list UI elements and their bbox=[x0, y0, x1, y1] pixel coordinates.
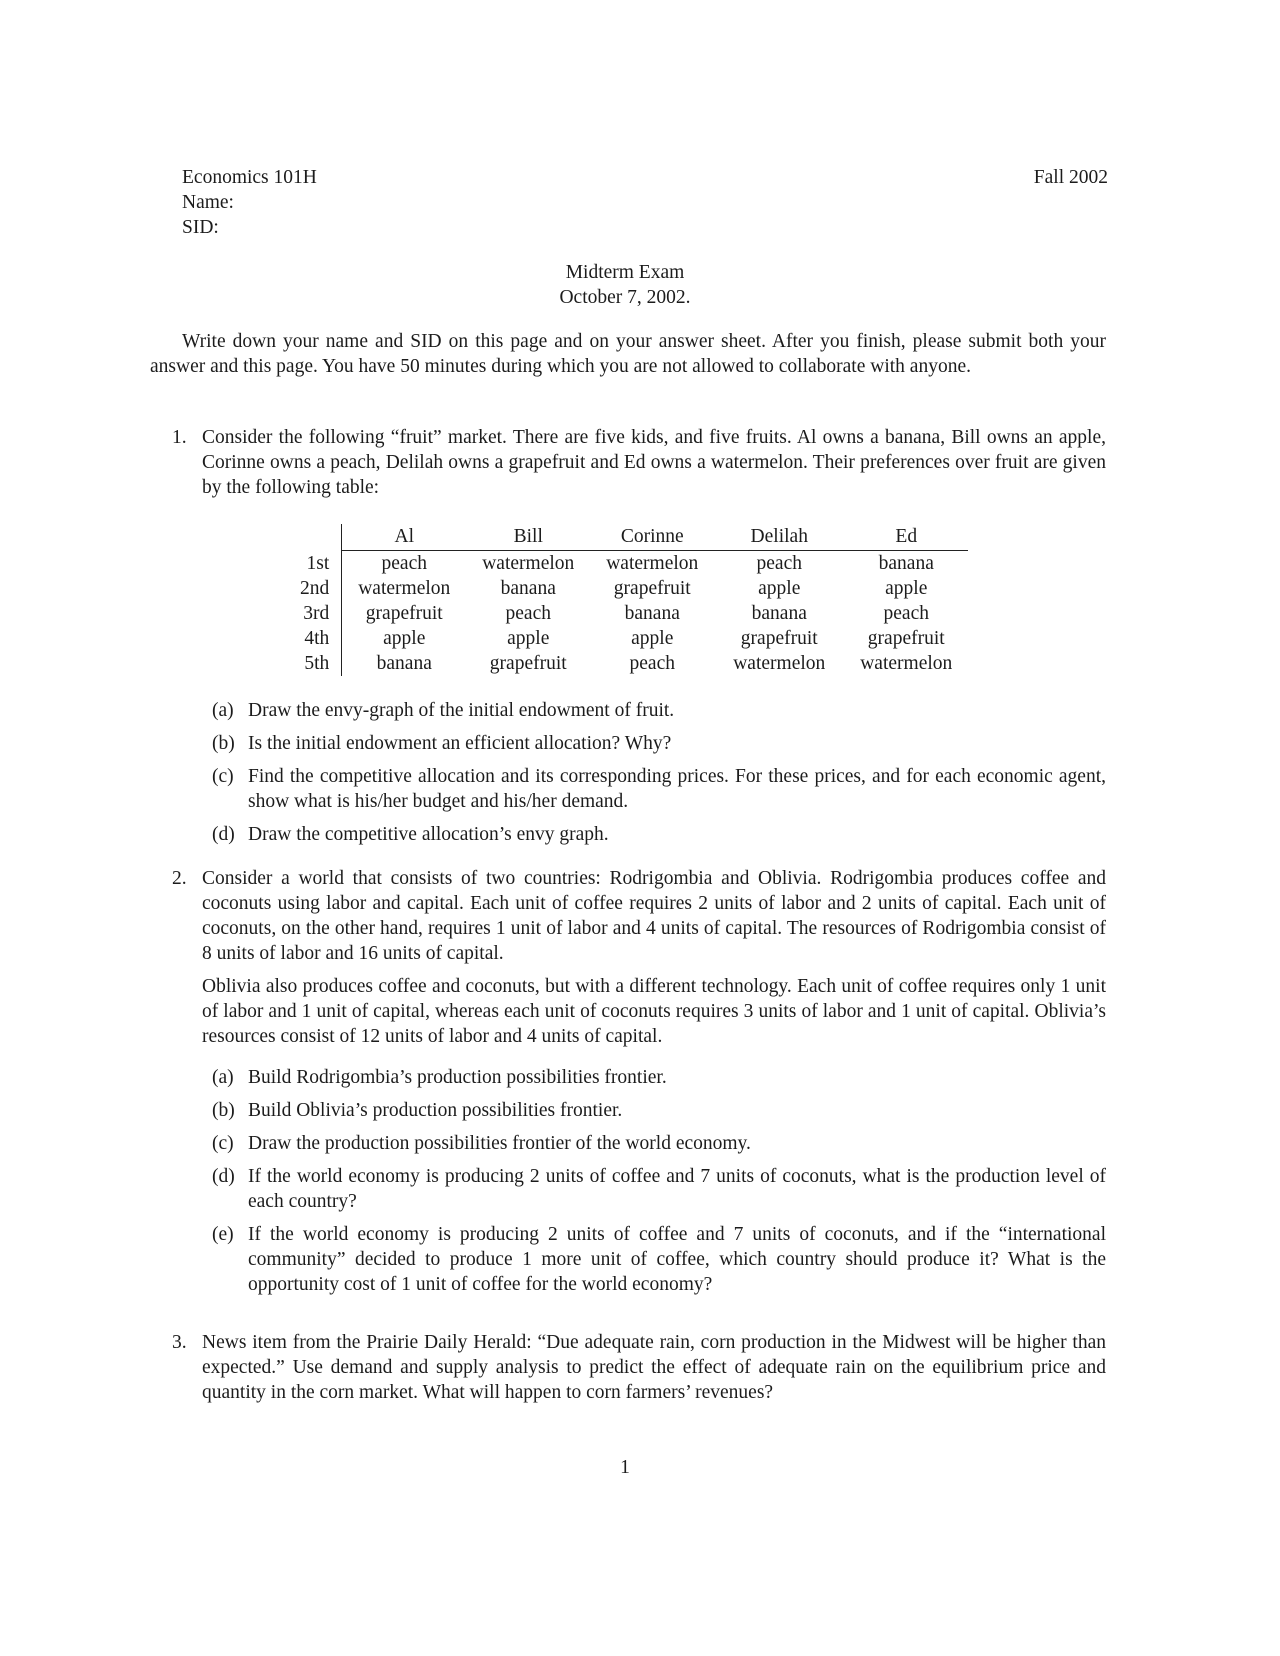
table-cell: grapefruit bbox=[489, 653, 567, 674]
subpart-text: Build Oblivia’s production possibilities frontier. bbox=[248, 1100, 623, 1121]
preferences-table bbox=[300, 524, 968, 676]
subpart-text: If the world economy is producing 2 units of coffee and 7 units of coconuts, what is the production level of each country? bbox=[248, 1166, 1106, 1212]
subpart-label: (c) bbox=[212, 1133, 234, 1154]
table-cell: apple bbox=[885, 578, 928, 599]
table-cell: grapefruit bbox=[365, 603, 443, 624]
term-label: Fall 2002 bbox=[1033, 167, 1108, 188]
table-cell: grapefruit bbox=[740, 628, 818, 649]
table-cell: apple bbox=[507, 628, 550, 649]
exam-title-block bbox=[0, 260, 1250, 310]
table-cell: peach bbox=[505, 603, 551, 624]
subpart-text: Find the competitive allocation and its corresponding prices. For these prices, and for each economic agent, show what is his/her budget and his/her demand. bbox=[248, 766, 1106, 812]
table-corner-cell bbox=[300, 524, 342, 551]
subpart-label: (c) bbox=[212, 766, 234, 787]
question-number: 2. bbox=[172, 868, 187, 889]
table-cell: banana bbox=[878, 553, 934, 574]
table-cell: banana bbox=[751, 603, 807, 624]
question-number: 3. bbox=[172, 1332, 187, 1353]
rank-cell: 1st bbox=[300, 551, 342, 577]
question-1-subparts bbox=[202, 698, 1106, 847]
table-row bbox=[300, 601, 968, 626]
table-row bbox=[300, 576, 968, 601]
table-cell: apple bbox=[383, 628, 426, 649]
subpart-b bbox=[202, 1098, 1106, 1123]
question-number: 1. bbox=[172, 427, 187, 448]
name-label: Name: bbox=[182, 192, 234, 213]
table-cell: banana bbox=[376, 653, 432, 674]
subpart-label: (e) bbox=[212, 1224, 234, 1245]
subpart-label: (a) bbox=[212, 1067, 234, 1088]
question-text: News item from the Prairie Daily Herald: “Due adequate rain, corn production in the Midwest will be higher than expected.” Use demand and supply analysis to predict the effect of adequate rain on the equilibrium price and quantity in the corn market. What will happen to corn farmers’ revenues? bbox=[202, 1332, 1106, 1403]
subpart-c bbox=[202, 764, 1106, 814]
subpart-d bbox=[202, 822, 1106, 847]
table-row bbox=[300, 551, 968, 577]
column-header: Bill bbox=[466, 524, 590, 551]
table-cell: peach bbox=[883, 603, 929, 624]
column-header: Delilah bbox=[714, 524, 844, 551]
subpart-label: (d) bbox=[212, 824, 235, 845]
question-paragraph-1: Consider a world that consists of two countries: Rodrigombia and Oblivia. Rodrigombia produces coffee and coconuts using labor and capital. Each unit of coffee requires 2 units of labor and 2 units of capital. Each unit of coconuts, on the other hand, requires 1 unit of labor and 4 units of capital. The resources of Rodrigombia consist of 8 units of labor and 16 units of capital. bbox=[202, 868, 1106, 964]
question-text: Consider the following “fruit” market. There are five kids, and five fruits. Al owns a banana, Bill owns an apple, Corinne owns a peach, Delilah owns a grapefruit and Ed owns a watermelon. Their preferences over fruit are given by the following table: bbox=[202, 427, 1106, 498]
table-cell: grapefruit bbox=[613, 578, 691, 599]
column-header: Corinne bbox=[590, 524, 714, 551]
column-header: Ed bbox=[844, 524, 968, 551]
table-cell: watermelon bbox=[606, 553, 699, 574]
subpart-b bbox=[202, 731, 1106, 756]
subpart-text: If the world economy is producing 2 units of coffee and 7 units of coconuts, and if the “international community” decided to produce 1 more unit of coffee, which country should produce it? What is the opportunity cost of 1 unit of coffee for the world economy? bbox=[248, 1224, 1106, 1295]
rank-cell: 3rd bbox=[300, 601, 342, 626]
subpart-c bbox=[202, 1131, 1106, 1156]
course-title: Economics 101H bbox=[182, 167, 317, 188]
subpart-label: (b) bbox=[212, 1100, 235, 1121]
subpart-d bbox=[202, 1164, 1106, 1214]
rank-cell: 5th bbox=[300, 651, 342, 676]
table-cell: watermelon bbox=[733, 653, 826, 674]
table-cell: apple bbox=[631, 628, 674, 649]
rank-cell: 2nd bbox=[300, 576, 342, 601]
subpart-label: (a) bbox=[212, 700, 234, 721]
subpart-text: Draw the envy-graph of the initial endowment of fruit. bbox=[248, 700, 675, 721]
table-cell: watermelon bbox=[358, 578, 451, 599]
page-number: 1 bbox=[620, 1457, 630, 1478]
table-cell: watermelon bbox=[860, 653, 953, 674]
subpart-text: Build Rodrigombia’s production possibilities frontier. bbox=[248, 1067, 667, 1088]
question-paragraph-2: Oblivia also produces coffee and coconuts, but with a different technology. Each unit of coffee requires only 1 unit of labor and 1 unit of capital, whereas each unit of coconuts requires 3 units of labor and 1 unit of capital. Oblivia’s resources consist of 12 units of labor and 4 units of capital. bbox=[202, 976, 1106, 1047]
question-2-subparts bbox=[202, 1065, 1106, 1297]
subpart-text: Is the initial endowment an efficient allocation? Why? bbox=[248, 733, 672, 754]
table-header-row bbox=[300, 524, 968, 551]
table-row bbox=[300, 626, 968, 651]
table-cell: peach bbox=[629, 653, 675, 674]
question-2 bbox=[172, 866, 1106, 1049]
exam-title: Midterm Exam bbox=[565, 262, 685, 283]
subpart-text: Draw the competitive allocation’s envy graph. bbox=[248, 824, 609, 845]
question-3 bbox=[172, 1330, 1106, 1405]
subpart-label: (d) bbox=[212, 1166, 235, 1187]
table-cell: grapefruit bbox=[867, 628, 945, 649]
subpart-label: (b) bbox=[212, 733, 235, 754]
table-cell: peach bbox=[756, 553, 802, 574]
column-header: Al bbox=[342, 524, 467, 551]
table-cell: peach bbox=[381, 553, 427, 574]
subpart-e bbox=[202, 1222, 1106, 1297]
instructions-paragraph: Write down your name and SID on this page and on your answer sheet. After you finish, please submit both your answer and this page. You have 50 minutes during which you are not allowed to collaborate with anyone. bbox=[150, 331, 1106, 377]
table-cell: watermelon bbox=[482, 553, 575, 574]
exam-date: October 7, 2002. bbox=[559, 287, 691, 308]
rank-cell: 4th bbox=[300, 626, 342, 651]
table-cell: apple bbox=[758, 578, 801, 599]
table-cell: banana bbox=[500, 578, 556, 599]
question-1 bbox=[172, 425, 1106, 500]
sid-label: SID: bbox=[182, 217, 219, 238]
table-row bbox=[300, 651, 968, 676]
table-cell: banana bbox=[624, 603, 680, 624]
subpart-a bbox=[202, 698, 1106, 723]
subpart-text: Draw the production possibilities frontier of the world economy. bbox=[248, 1133, 751, 1154]
subpart-a bbox=[202, 1065, 1106, 1090]
